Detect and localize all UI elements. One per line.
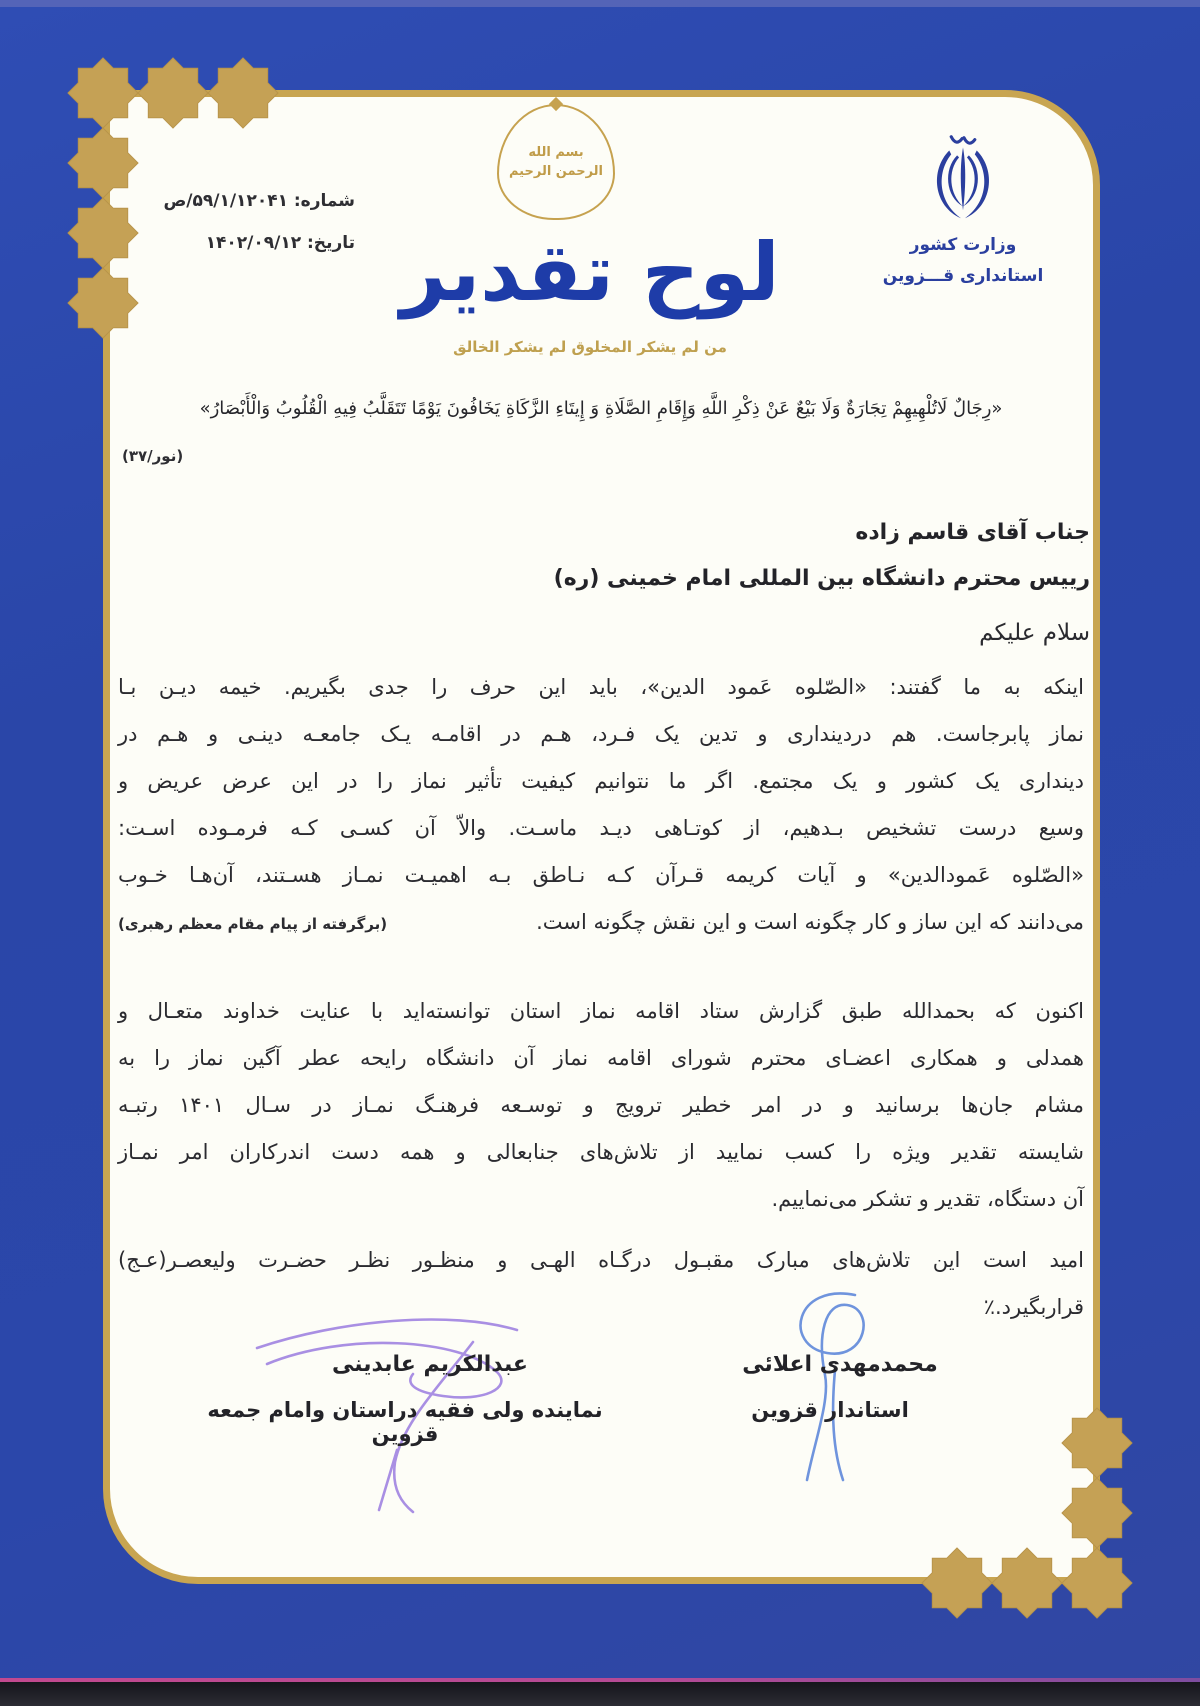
body-line: همدلی و همکاری اعضـای محترم شورای اقامه نماز آن دانشگاه رایحه عطر آگین نماز را به bbox=[118, 1046, 1084, 1070]
body-line: اینکه به ما گفتند: «الصّلوه عَمود الدین»، باید این حرف را جدی بگیریم. خیمه دیـن بـا bbox=[118, 675, 1084, 699]
letter-date: تاریخ: ۱۴۰۲/۰۹/۱۲ bbox=[205, 233, 355, 253]
signer-right-title: استاندار قزوین bbox=[751, 1398, 909, 1422]
body-paragraph-3 bbox=[118, 1237, 1084, 1331]
body-line: نماز پابرجاست. هم دردینداری و تدین یک فـرد، هـم در اقامـه یـک جامعـه دینـی و هـم در bbox=[118, 722, 1084, 746]
scan-edge-bottom bbox=[0, 1682, 1200, 1706]
body-line bbox=[118, 899, 1084, 948]
scan-edge-top bbox=[0, 0, 1200, 7]
signer-left-name: عبدالکریم عابدینی bbox=[332, 1352, 528, 1377]
recipient-block bbox=[112, 510, 1090, 602]
bismillah-text: بسم الله الرحمن الرحیم bbox=[508, 145, 604, 179]
letter-number: شماره: ۵۹/۱/۱۲۰۴۱/ص bbox=[163, 191, 355, 211]
body-line: «الصّلوه عَمودالدین» و آیات کریمه قـرآن کـه نـاطق بـه اهمیـت نمـاز هسـتند، آن‌هـا خـوب bbox=[118, 863, 1084, 887]
body-line-text: می‌دانند که این ساز و کار چگونه است و این نقش چگونه است. bbox=[536, 910, 1084, 934]
quran-verse: «رِجَالٌ لَاتُلْهِيهِمْ تِجَارَةٌ وَلَا بَيْعٌ عَنْ ذِكْرِ اللَّهِ وَإِقَامِ الصَّلَاةِ وَ إِيتَاءِ الزَّكَاةِ يَخَافُونَ يَوْمًا تَتَقَلَّبُ فِيهِ الْقُلُوبُ وَالْأَبْصَارُ» bbox=[199, 398, 1003, 419]
signer-right-name: محمدمهدی اعلائی bbox=[742, 1352, 938, 1377]
recipient-name: جناب آقای قاسم زاده bbox=[855, 520, 1090, 545]
recipient-title: رییس محترم دانشگاه بین المللی امام خمینی (ره) bbox=[553, 566, 1090, 591]
corner-stars-bottom-right-icon bbox=[905, 1395, 1145, 1625]
issuer-block bbox=[868, 230, 1058, 292]
gratitude-motto: من لم یشکر المخلوق لم یشکر الخالق bbox=[453, 338, 727, 356]
body-line: مشام جان‌ها برسانید و در امر خطیر ترویج و توسـعه فرهنـگ نمـاز در سـال ۱۴۰۱ رتبـه bbox=[118, 1093, 1084, 1117]
body-paragraph-2 bbox=[118, 988, 1084, 1223]
verse-reference: (نور/۳۷) bbox=[122, 447, 184, 465]
body-paragraph-1 bbox=[118, 664, 1084, 948]
body-line: امید است این تلاش‌های مبارک مقبـول درگـاه الهـی و منظـور نظـر حضـرت ولیعصـر(عـج) bbox=[118, 1248, 1084, 1272]
salutation: سلام علیکم bbox=[979, 620, 1090, 646]
body-line: وسیع درست تشخیص بـدهیم، از کوتـاهی دیـد ماسـت. والاّ آن کسـی کـه فرمـوده اسـت: bbox=[118, 816, 1084, 840]
body-line: آن دستگاه، تقدیر و تشکر می‌نماییم. bbox=[771, 1187, 1084, 1211]
leader-quote-citation: (برگرفته از پیام مقام معظم رهبری) bbox=[118, 915, 388, 933]
signer-left-title: نماینده ولی فقیه دراستان وامام جمعه قزوین bbox=[207, 1398, 603, 1446]
body-line: شایسته تقدیر ویژه را کسب نمایید از تلاش‌های جنابعالی و همه دست اندرکاران امر نمـاز bbox=[118, 1140, 1084, 1164]
certificate-title: لوح تقدیر bbox=[400, 226, 780, 319]
body-line: قراربگیرد.٪ bbox=[983, 1295, 1084, 1319]
ministry-name: وزارت کشور bbox=[909, 235, 1017, 255]
body-line: دینداری یک کشور و یک مجتمع. اگر ما نتوانیم کیفیت تأثیر نماز را در این عرض عریض و bbox=[118, 769, 1084, 793]
letter-reference-block bbox=[140, 180, 355, 264]
body-line: اکنون که بحمدالله طبق گزارش ستاد اقامه نماز استان توانسته‌اید با عنایت خداوند متعـال و bbox=[118, 999, 1084, 1023]
governorate-name: استانداری قـــزوین bbox=[882, 266, 1044, 286]
iran-emblem-icon bbox=[908, 122, 1018, 230]
